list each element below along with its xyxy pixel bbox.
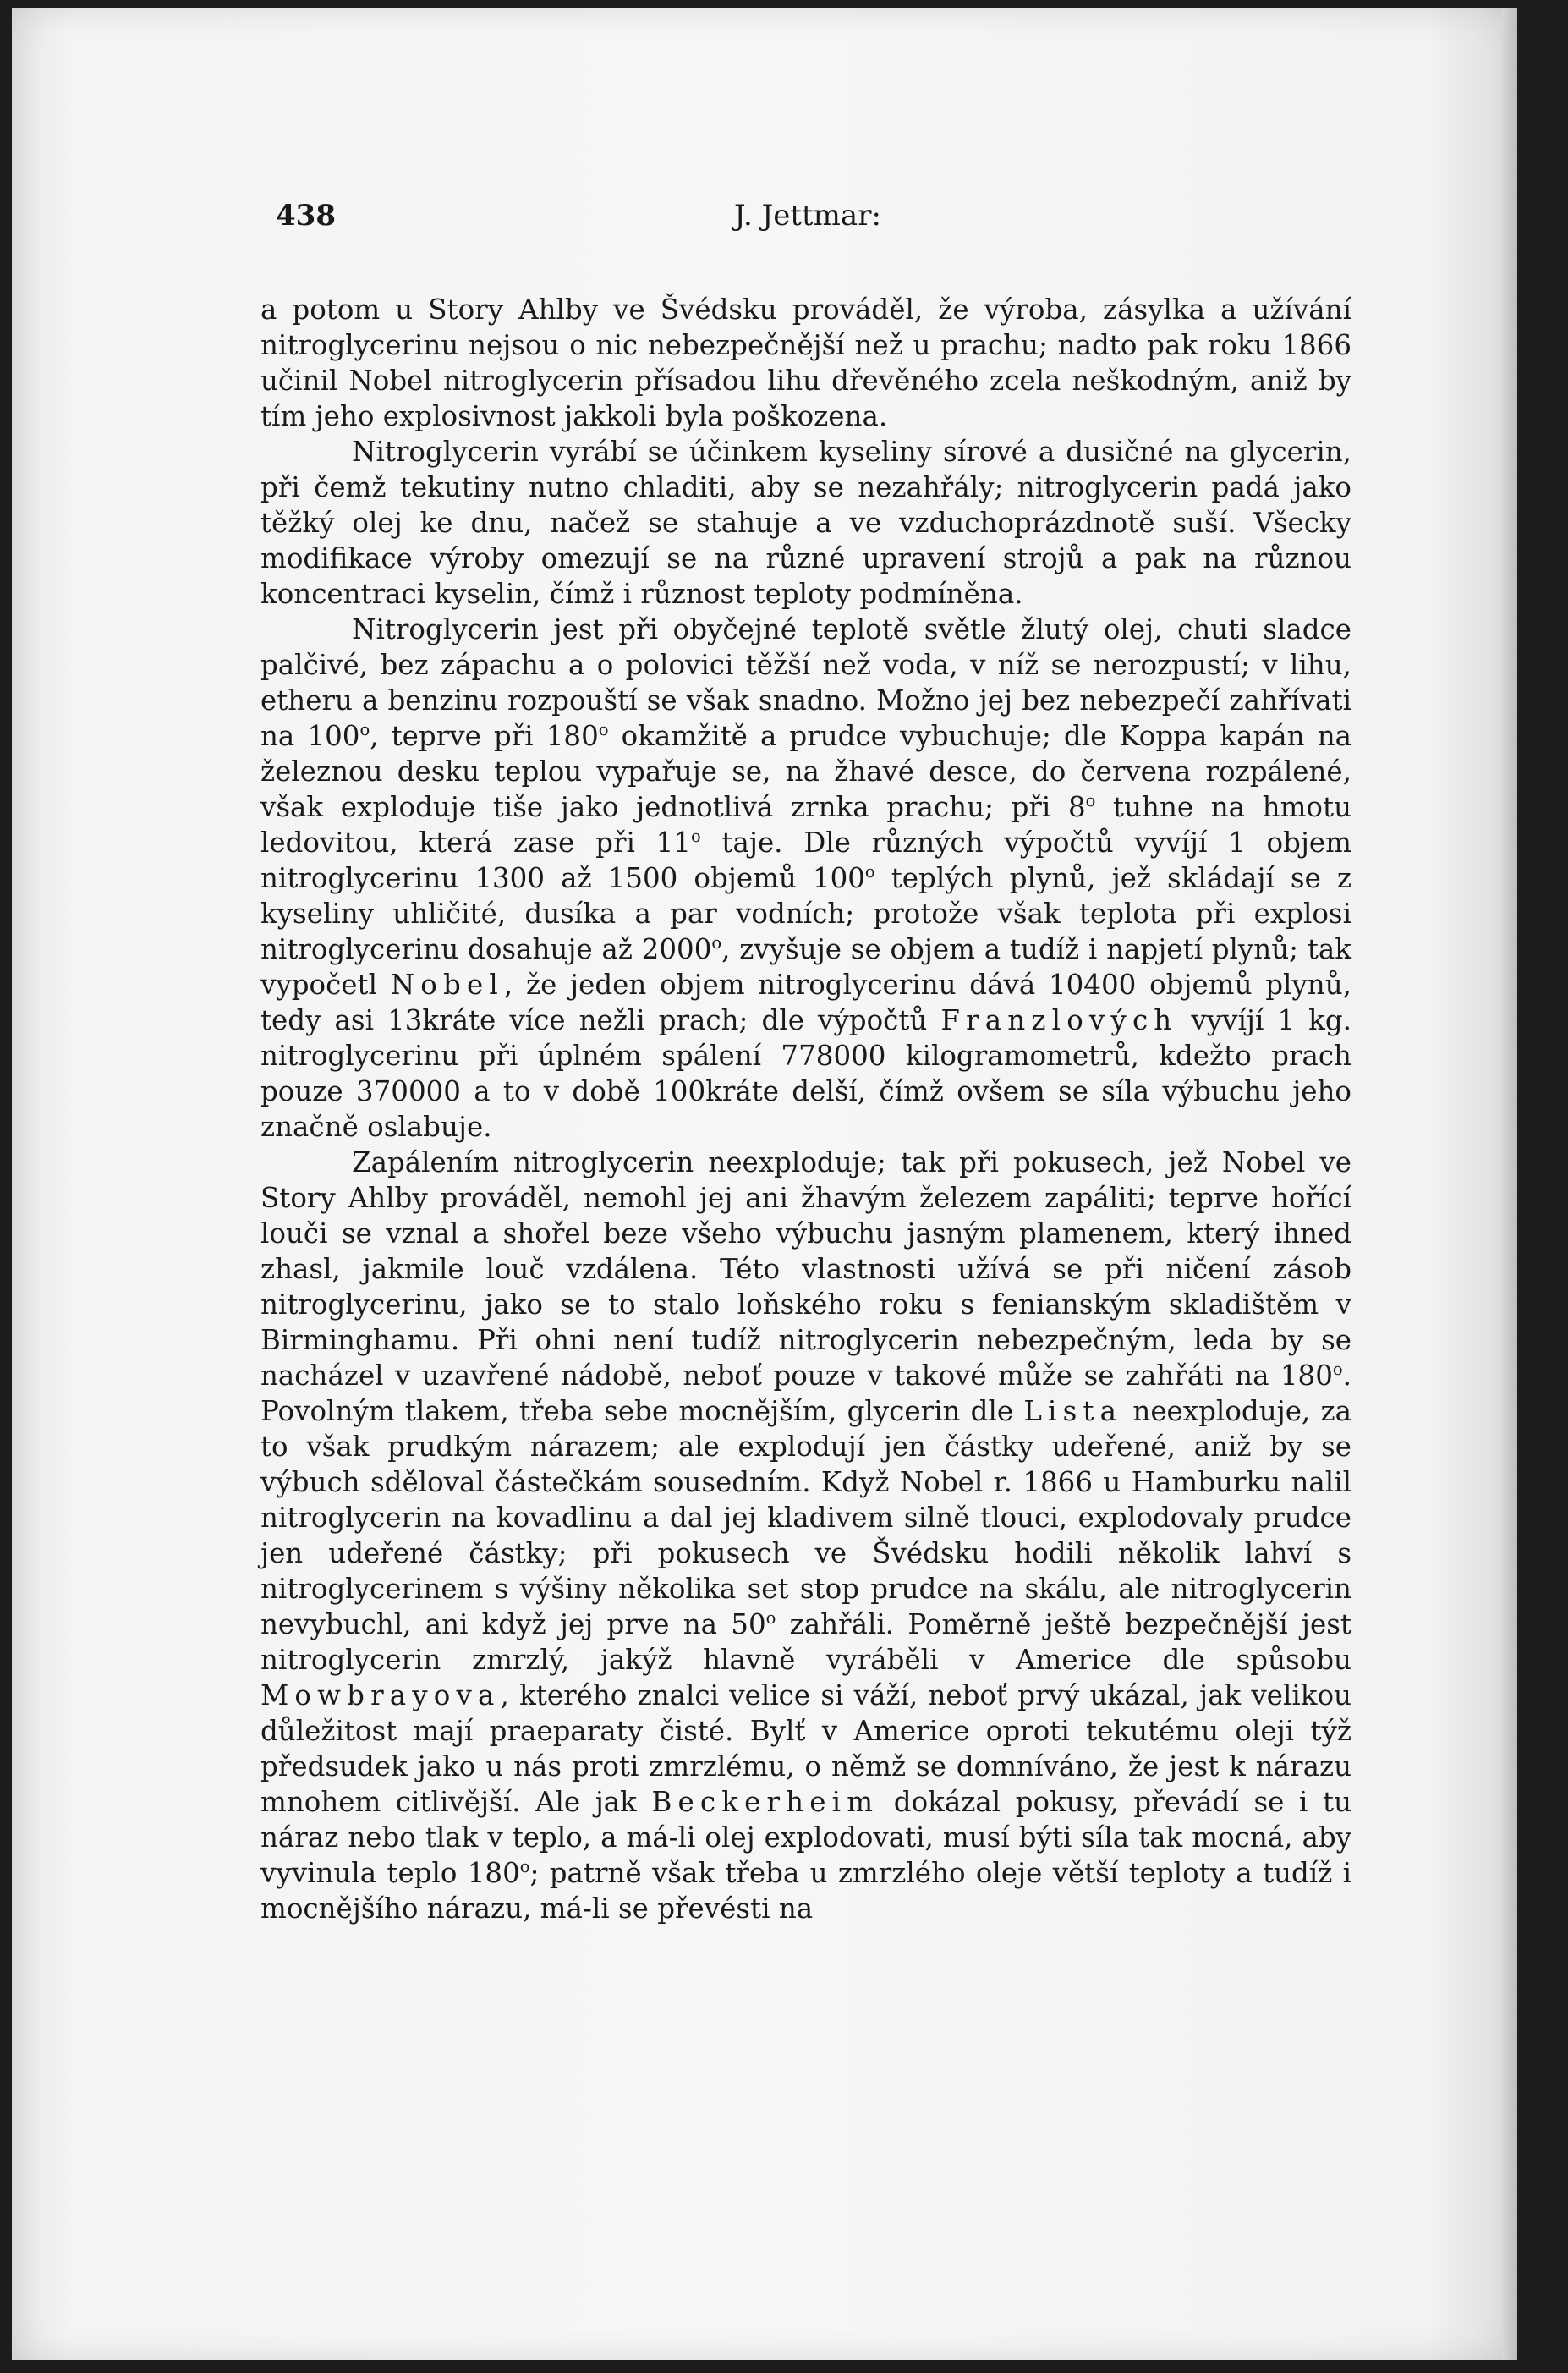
degree-mark: o <box>359 720 370 740</box>
degree-mark: o <box>711 933 722 953</box>
degree-mark: o <box>1085 791 1096 811</box>
spaced-name: Franzlových <box>940 1004 1178 1036</box>
paragraph <box>260 292 1351 434</box>
text-run: , kterého znalci velice si váží, neboť prvý ukázal, jak velikou důležitost mají praeparaty čisté. Bylť v Americe oproti tekutému oleji týž předsudek jako u nás proti zmrzlému, o němž se domníváno, že jest k nárazu mnohem citlivější. Ale jak <box>260 1679 1351 1818</box>
paragraph <box>260 612 1351 1145</box>
degree-mark: o <box>765 1608 776 1629</box>
degree-mark: o <box>864 862 875 882</box>
text-run: vyvíjí 1 kg. nitroglycerinu při úplném spálení 778000 kilogramometrů, kdežto prach pouze 370000 a to v době 100kráte delší, čímž ovšem se síla výbuchu jeho značně oslabuje. <box>260 1004 1351 1143</box>
spaced-name: Beckerheim <box>651 1786 880 1818</box>
text-run: a potom u Story Ahlby ve Švédsku prováděl, že výroba, zásylka a užívání nitroglycerinu nejsou o nic nebezpečnější než u prachu; nadto pak roku 1866 učinil Nobel nitroglycerin přísadou lihu dřevěného zcela neškodným, aniž by tím jeho explosivnost jakkoli byla poškozena. <box>260 294 1351 432</box>
degree-mark: o <box>598 720 609 740</box>
spaced-name: Lista <box>1023 1395 1123 1427</box>
text-run: zahřáli. Poměrně ještě bezpečnější jest nitroglycerin zmrzlý, jakýž hlavně vyráběli v Americe dle spůsobu <box>260 1608 1351 1676</box>
text-run: okamžitě a prudce vybuchuje; dle Koppa kapán na železnou desku teplou vypařuje se, na žhavé desce, do červena rozpálené, však exploduje tiše jako jednotlivá zrnka prachu; při 8 <box>260 720 1351 823</box>
text-run: , teprve při 180 <box>370 720 599 752</box>
page-number: 438 <box>276 199 336 233</box>
text-run: Zapálením nitroglycerin neexploduje; tak při pokusech, jež Nobel ve Story Ahlby prováděl, nemohl jej ani žhavým železem zapáliti; teprve hořící louči se vznal a shořel beze všeho výbuchu jasným plamenem, který ihned zhasl, jakmile louč vzdálena. Této vlastnosti užívá se při ničení zásob nitroglycerinu, jako se to stalo loňského roku s fenianským skladištěm v Birminghamu. Při ohni není tudíž nitroglycerin nebezpečným, leda by se nacházel v uzavřené nádobě, neboť pouze v takové může se zahřáti na 180 <box>260 1146 1351 1392</box>
text-run: , že jeden objem nitroglycerinu dává 10400 objemů plynů, tedy asi 13kráte více nežli prach; dle výpočtů <box>260 969 1351 1036</box>
text-run: tuhne na hmotu ledovitou, která zase při 11 <box>260 791 1351 859</box>
page-edge-shadow <box>1502 8 1517 2360</box>
text-run: Nitroglycerin jest při obyčejné teplotě světle žlutý olej, chuti sladce palčivé, bez zápachu a o polovici těžší než voda, v níž se nerozpustí; v lihu, etheru a benzinu rozpouští se však snadno. Možno jej bez nebezpečí zahřívati na 100 <box>260 613 1351 752</box>
text-run: dokázal pokusy, převádí se i tu náraz nebo tlak v teplo, a má-li olej explodovati, musí býti síla tak mocná, aby vyvinula teplo 180 <box>260 1786 1351 1889</box>
paragraph <box>260 1145 1351 1926</box>
degree-mark: o <box>690 827 701 847</box>
page-content <box>260 190 1351 1926</box>
text-run: taje. Dle různých výpočtů vyvíjí 1 objem nitroglycerinu 1300 až 1500 objemů 100 <box>260 827 1351 894</box>
text-run: Nitroglycerin vyrábí se účinkem kyseliny sírové a dusičné na glycerin, při čemž tekutiny nutno chladiti, aby se nezahřály; nitroglycerin padá jako těžký olej ke dnu, načež se stahuje a ve vzduchoprázdnotě suší. Všecky modifikace výroby omezují se na různé upravení strojů a pak na různou koncentraci kyselin, čímž i různost teploty podmíněna. <box>260 436 1351 610</box>
text-run: teplých plynů, jež skládají se z kyseliny uhličité, dusíka a par vodních; protože však teplota při explosi nitroglycerinu dosahuje až 2000 <box>260 862 1351 965</box>
spaced-name: Nobel <box>390 969 504 1001</box>
text-run: . Povolným tlakem, třeba sebe mocnějším, glycerin dle <box>260 1360 1351 1427</box>
paragraph <box>260 434 1351 612</box>
text-run: , zvyšuje se objem a tudíž i napjetí plynů; tak vypočetl <box>260 933 1352 1001</box>
text-run: ; patrně však třeba u zmrzlého oleje větší teploty a tudíž i mocnějšího nárazu, má-li se převésti na <box>260 1857 1351 1925</box>
running-head <box>260 190 1351 241</box>
text-run: neexploduje, za to však prudkým nárazem; ale explodují jen částky udeřené, aniž by se výbuch sděloval částečkám sousedním. Když Nobel r. 1866 u Hamburku nalil nitroglycerin na kovadlinu a dal jej kladivem silně tlouci, explodovaly prudce jen udeřené částky; při pokusech ve Švédsku hodili několik lahví s nitroglycerinem s výšiny několika set stop prudce na skálu, ale nitroglycerin nevybuchl, ani když jej prve na 50 <box>260 1395 1351 1640</box>
degree-mark: o <box>519 1857 530 1877</box>
body-text <box>260 292 1351 1926</box>
running-title: J. Jettmar: <box>734 199 881 233</box>
spaced-name: Mowbrayova <box>260 1679 501 1711</box>
degree-mark: o <box>1332 1360 1343 1380</box>
